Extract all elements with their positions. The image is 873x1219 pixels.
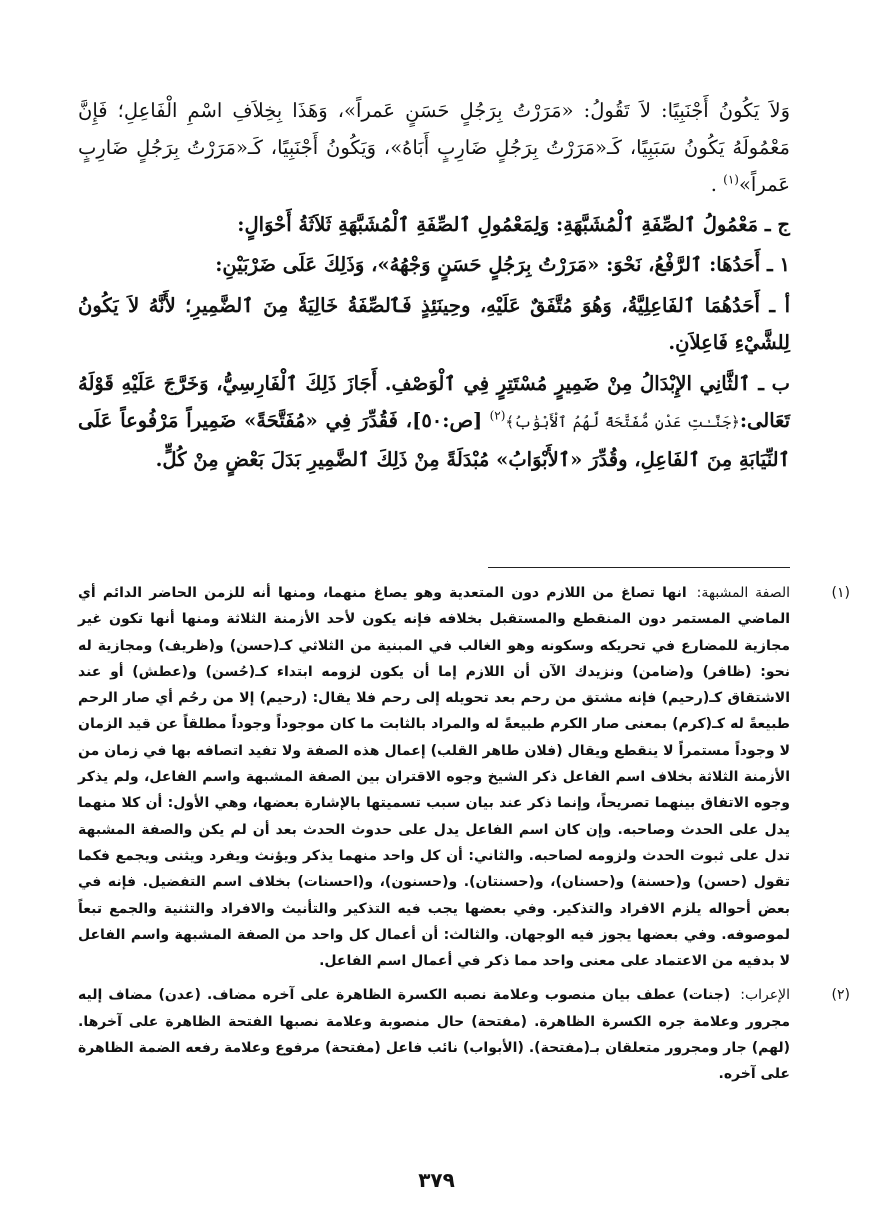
footnote-1-heading: الصفة المشبهة: bbox=[696, 585, 790, 601]
footnote-2-heading: الإعراب: bbox=[740, 987, 790, 1004]
paragraph-intro bbox=[78, 92, 790, 203]
footnote-2-number: (٢) bbox=[831, 987, 850, 1004]
footnote-2 bbox=[78, 982, 850, 1087]
footnote-ref-1[interactable]: (١) bbox=[723, 172, 739, 187]
item-b-text-start: ب ـ ٱلثَّانِي الإِبْدَالُ مِنْ ضَمِيرٍ مُسْتَتِرٍ فِي ٱلْوَصْفِ. أَجَازَ ذَلِكَ ٱلْفَارِسِيُّ، وَخَرَّجَ عَلَيْهِ قَوْلَهُ تَعَالى: bbox=[78, 372, 790, 432]
item-1-raf: ١ ـ أَحَدُهَا: ٱلرَّفْعُ، نَحْوَ: «مَرَرْتُ بِرَجُلٍ حَسَنٍ وَجْهُهُ»، وَذَلِكَ عَلَى ضَرْبَيْنِ: bbox=[215, 253, 790, 276]
footnote-1-number: (١) bbox=[831, 585, 850, 601]
footnote-separator bbox=[488, 567, 790, 568]
footnote-1 bbox=[78, 580, 850, 974]
page-number: ٣٧٩ bbox=[418, 1168, 455, 1192]
footnote-2-text: (جنات) عطف بيان منصوب وعلامة نصبه الكسرة الظاهرة على آخره مضاف. (عدن) مضاف إليه مجرور وعلامة جره الكسرة الظاهرة. (مفتحة) حال منصوبة وعلامة نصبها الفتحة الظاهرة على آخرها. (لهم) جار ومجرور متعلقان بـ(مفتحة). (الأبواب) نائب فاعل (مفتحة) مرفوع وعلامة رفعه الضمة الظاهرة على آخره. bbox=[78, 987, 790, 1083]
item-b-ibdal bbox=[78, 365, 790, 478]
paragraph-intro-text: وَلاَ يَكُونُ أَجْنَبِيًا: لاَ تَقُولُ: «مَرَرْتُ بِرَجُلٍ حَسَنٍ عَمراً»، وَهَذَا بِخِلاَفِ اسْمِ الْفَاعِلِ؛ فَإِنَّ مَعْمُولَهُ يَكُونُ سَبَبِيًا، كَـ«مَرَرْتُ بِرَجُلٍ ضَارِبٍ أَبَاهُ»، وَيَكُونُ أَجْنَبِيًا، كَـ«مَرَرْتُ بِرَجُلٍ ضَارِبٍ عَمراً» bbox=[78, 99, 790, 196]
section-heading-sifa: ج ـ مَعْمُولُ ٱلصِّفَةِ ٱلْمُشَبَّهَةِ: وَلِمَعْمُولِ ٱلصِّفَةِ ٱلْمُشَبَّهَةِ ثَلاَثَةُ أَحْوَالٍ: bbox=[237, 213, 790, 236]
main-text bbox=[78, 92, 790, 478]
footnote-ref-2[interactable]: (٢) bbox=[489, 408, 506, 423]
item-a-faililiyya bbox=[78, 287, 790, 361]
paragraph-intro-end: . bbox=[710, 173, 717, 196]
footnote-1-text: انها تصاغ من اللازم دون المتعدية وهو يصاغ منهما، ومنها أنه للزمن الحاضر الدائم أي الماضي المستمر دون المنقطع والمستقبل بخلافه فإنه يكون لأحد الأزمنة الثلاثة ومنها أنها تكون غير مجازية للمضارع في تحريكه وسكونه وهو الغالب في المبنية من الثلاثي كـ(حسن) و(ظريف) ومجازية له نحو: (ظافر) و(ضامن) ونزيدك الآن أن اللازم إما أن يكون لزومه ابتداء كـ(حُسن) و(عطش) أو عند الاشتقاق كـ(رحيم) فإنه مشتق من رحم بعد تحويله إلى رحم فلا يقال: (رحيم) إلا من رحُم أي صار الرحم طبيعةً له كـ(كرم) بمعنى صار الكرم طبيعةً له والمراد بالثابت ما كان موجوداً وجوداً مطلقاً عن قيد الزمان لا وجوداً مستمراً لا ينقطع ويقال (فلان طاهر القلب) إعمال هذه الصفة ولا تفيد اتصافه بها في زمان من الأزمنة الثلاثة بخلاف اسم الفاعل ذكر الشيخ وجوه الاقتران بين الصفة المشبهة واسم الفاعل، ولم يذكر وجوه الاتفاق بينهما تصريحاً، وإنما ذكر عند بيان سبب تسميتها بالإشارة بعضها، وهي الأول: أن كلا منهما يدل على الحدث وصاحبه. وإن كان اسم الفاعل يدل على حدوث الحدث بعد أن لم يكن والصفة المشبهة تدل على ثبوت الحدث ولزومه لصاحبه. والثاني: أن كل واحد منهما يذكر ويؤنث ويفرد ويثنى ويجمع فكما تقول (حسن) و(حسنة) و(حسنان)، و(حسنتان). و(حسنون)، و(احسنات) بخلاف اسم التفضيل. فإنه في بعض أحواله يلزم الافراد والتذكير. وفي بعضها يجب فيه التذكير والتأنيث والافراد والتثنية والجمع تبعاً لموصوفه. وفي بعضها يجوز فيه الوجهان. والثالث: أن أعمال كل واحد من الصفة المشبهة واسم الفاعل لا بدفيه من الاعتماد على معنى واحد مما ذكر في أعمال اسم الفاعل. bbox=[78, 585, 790, 970]
footnotes bbox=[78, 580, 850, 1088]
item-a-text: أ ـ أَحَدُهُمَا ٱلفَاعِلِيَّةُ، وَهُوَ مُتَّفَقٌ عَلَيْهِ، وحِينَئِذٍ فَٱلصِّفَةُ خَالِيَةٌ مِنَ ٱلضَّمِيرِ؛ لأَنَّهُ لاَ يَكُونُ لِلشَّيْءِ فَاعِلاَنِ. bbox=[78, 294, 790, 354]
quran-verse: ﴿جَنَّـٰتِ عَدْنٍ مُّفَتَّحَةً لَّهُمُ ٱلْأَبْوَٰبُ﴾ bbox=[505, 413, 740, 431]
item-b-text-end: [ص:٥٠]، فَقُدِّرَ فِي «مُفَتَّحَةً» ضَمِيراً مَرْفُوعاً عَلَى ٱلنِّيَابَةِ مِنَ ٱلفَاعِلِ، وقُدِّرَ «ٱلأَبْوَابُ» مُبْدَلَةً مِنْ ذَلِكَ ٱلضَّمِيرِ بَدَلَ بَعْضٍ مِنْ كُلٍّ. bbox=[78, 409, 790, 471]
